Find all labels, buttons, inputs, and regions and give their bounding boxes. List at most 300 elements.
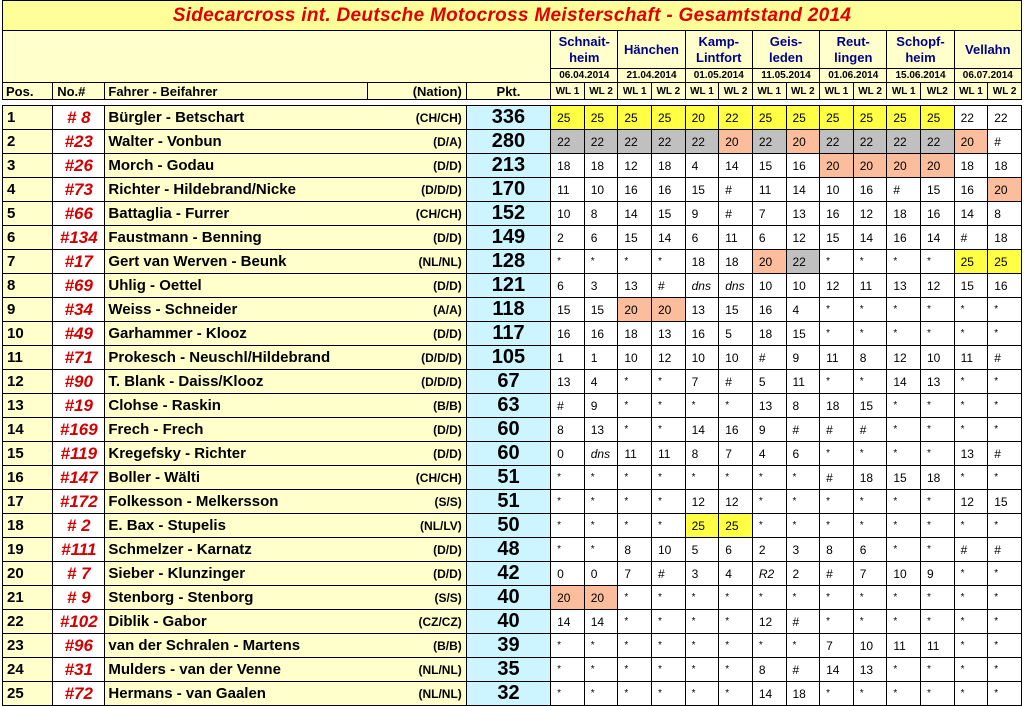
heat-score: * bbox=[551, 490, 585, 514]
start-number: #102 bbox=[53, 610, 105, 634]
heat-score: * bbox=[820, 610, 854, 634]
heat-header: WL 1 bbox=[887, 83, 921, 100]
table-row bbox=[3, 370, 1022, 394]
table-row bbox=[3, 394, 1022, 418]
heat-score: 11 bbox=[853, 274, 887, 298]
driver-names: Folkesson - Melkersson bbox=[108, 493, 279, 510]
heat-score: 8 bbox=[685, 442, 719, 466]
heat-score: 8 bbox=[786, 394, 820, 418]
heat-score: 6 bbox=[685, 226, 719, 250]
heat-header: WL 2 bbox=[652, 83, 686, 100]
table-row bbox=[3, 466, 1022, 490]
position-cell: 20 bbox=[3, 562, 53, 586]
heat-score: 8 bbox=[853, 346, 887, 370]
heat-score: 20 bbox=[652, 298, 686, 322]
points-total: 60 bbox=[466, 418, 550, 442]
heat-score: 18 bbox=[618, 322, 652, 346]
nation-label: (NL/NL) bbox=[418, 255, 462, 269]
heat-score: * bbox=[820, 250, 854, 274]
venue-date: 06.04.2014 bbox=[551, 69, 618, 83]
heat-score: 22 bbox=[752, 130, 786, 154]
heat-score: * bbox=[921, 586, 955, 610]
start-number: #26 bbox=[53, 154, 105, 178]
start-number: # 7 bbox=[53, 562, 105, 586]
start-number: #72 bbox=[53, 682, 105, 706]
heat-score: 12 bbox=[820, 274, 854, 298]
venue-name: Schnait-heim bbox=[551, 31, 618, 69]
heat-score: 22 bbox=[719, 106, 753, 130]
heat-score: 18 bbox=[752, 322, 786, 346]
table-row bbox=[3, 418, 1022, 442]
nation-label: (D/D/D) bbox=[421, 183, 462, 197]
heat-score: 16 bbox=[887, 226, 921, 250]
position-cell: 2 bbox=[3, 130, 53, 154]
heat-score: 10 bbox=[618, 346, 652, 370]
heat-score: * bbox=[685, 610, 719, 634]
driver-cell bbox=[105, 442, 466, 466]
heat-score: * bbox=[921, 490, 955, 514]
heat-score: 11 bbox=[652, 442, 686, 466]
heat-score: # bbox=[786, 658, 820, 682]
heat-score: dns bbox=[719, 274, 753, 298]
start-number: #90 bbox=[53, 370, 105, 394]
heat-score: * bbox=[988, 682, 1022, 706]
start-number: # 9 bbox=[53, 586, 105, 610]
nation-label: (NL/LV) bbox=[420, 519, 462, 533]
venue-date: 11.05.2014 bbox=[752, 69, 819, 83]
heat-score: 15 bbox=[921, 178, 955, 202]
driver-names: Hermans - van Gaalen bbox=[108, 685, 266, 702]
heat-score: 18 bbox=[988, 226, 1022, 250]
nation-label: (D/D) bbox=[433, 543, 462, 557]
heat-score: 18 bbox=[652, 154, 686, 178]
heat-score: dns bbox=[584, 442, 618, 466]
heat-score: 12 bbox=[921, 274, 955, 298]
position-cell: 1 bbox=[3, 106, 53, 130]
start-number: #172 bbox=[53, 490, 105, 514]
heat-score: * bbox=[921, 322, 955, 346]
heat-score: 7 bbox=[853, 562, 887, 586]
heat-score: 25 bbox=[887, 106, 921, 130]
heat-score: 18 bbox=[551, 154, 585, 178]
heat-score: * bbox=[887, 322, 921, 346]
nation-label: (S/S) bbox=[434, 495, 462, 509]
table-row bbox=[3, 298, 1022, 322]
heat-score: * bbox=[618, 634, 652, 658]
heat-score: 25 bbox=[652, 106, 686, 130]
table-row bbox=[3, 250, 1022, 274]
heat-score: * bbox=[954, 658, 988, 682]
heat-header: WL 2 bbox=[719, 83, 753, 100]
points-total: 280 bbox=[466, 130, 550, 154]
table-row bbox=[3, 130, 1022, 154]
driver-names: Weiss - Schneider bbox=[108, 301, 238, 318]
heat-score: * bbox=[887, 586, 921, 610]
heat-score: 16 bbox=[988, 274, 1022, 298]
heat-header: WL 2 bbox=[786, 83, 820, 100]
position-cell: 15 bbox=[3, 442, 53, 466]
heat-score: * bbox=[551, 658, 585, 682]
heat-score: 6 bbox=[584, 226, 618, 250]
heat-score: 13 bbox=[652, 322, 686, 346]
heat-score: 10 bbox=[853, 634, 887, 658]
heat-score: 22 bbox=[988, 106, 1022, 130]
driver-names: Walter - Vonbun bbox=[108, 133, 222, 150]
nation-label: (CZ/CZ) bbox=[418, 615, 462, 629]
heat-score: * bbox=[752, 466, 786, 490]
heat-score: * bbox=[584, 514, 618, 538]
heat-score: 20 bbox=[820, 154, 854, 178]
heat-score: 8 bbox=[584, 202, 618, 226]
heat-score: 2 bbox=[752, 538, 786, 562]
heat-score: 16 bbox=[820, 202, 854, 226]
heat-score: 15 bbox=[618, 226, 652, 250]
driver-names: Battaglia - Furrer bbox=[108, 205, 230, 222]
table-row bbox=[3, 202, 1022, 226]
heat-score: * bbox=[719, 466, 753, 490]
table-row bbox=[3, 346, 1022, 370]
heat-score: * bbox=[719, 586, 753, 610]
heat-score: * bbox=[954, 322, 988, 346]
heat-score: 18 bbox=[719, 250, 753, 274]
position-cell: 16 bbox=[3, 466, 53, 490]
position-cell: 10 bbox=[3, 322, 53, 346]
position-cell: 5 bbox=[3, 202, 53, 226]
heat-score: 14 bbox=[551, 610, 585, 634]
nation-label: (A/A) bbox=[433, 303, 462, 317]
heat-score: * bbox=[719, 682, 753, 706]
start-number: #66 bbox=[53, 202, 105, 226]
heat-score: 7 bbox=[752, 202, 786, 226]
heat-score: * bbox=[853, 610, 887, 634]
heat-header: WL 1 bbox=[551, 83, 585, 100]
heat-score: 5 bbox=[685, 538, 719, 562]
heat-score: * bbox=[988, 418, 1022, 442]
table-row bbox=[3, 274, 1022, 298]
heat-score: 22 bbox=[853, 130, 887, 154]
heat-score: 11 bbox=[618, 442, 652, 466]
table-row bbox=[3, 154, 1022, 178]
position-cell: 4 bbox=[3, 178, 53, 202]
heat-score: 15 bbox=[685, 178, 719, 202]
heat-score: 1 bbox=[551, 346, 585, 370]
table-row bbox=[3, 106, 1022, 130]
heat-score: 25 bbox=[584, 106, 618, 130]
driver-names: Morch - Godau bbox=[108, 157, 215, 174]
position-cell: 6 bbox=[3, 226, 53, 250]
heat-score: * bbox=[685, 466, 719, 490]
position-cell: 8 bbox=[3, 274, 53, 298]
heat-score: * bbox=[551, 538, 585, 562]
header-blank bbox=[3, 31, 551, 83]
start-number: #49 bbox=[53, 322, 105, 346]
heat-score: 22 bbox=[551, 130, 585, 154]
venue-name: Kamp-Lintfort bbox=[685, 31, 752, 69]
heat-score: # bbox=[820, 466, 854, 490]
heat-score: * bbox=[719, 658, 753, 682]
heat-score: 9 bbox=[685, 202, 719, 226]
heat-score: * bbox=[719, 610, 753, 634]
heat-score: 13 bbox=[685, 298, 719, 322]
heat-score: 16 bbox=[954, 178, 988, 202]
driver-names: Stenborg - Stenborg bbox=[108, 589, 254, 606]
heat-score: # bbox=[954, 538, 988, 562]
position-cell: 18 bbox=[3, 514, 53, 538]
position-cell: 13 bbox=[3, 394, 53, 418]
heat-score: * bbox=[652, 586, 686, 610]
heat-score: 25 bbox=[820, 106, 854, 130]
heat-score: 20 bbox=[853, 154, 887, 178]
heat-score: 22 bbox=[618, 130, 652, 154]
heat-score: * bbox=[921, 514, 955, 538]
heat-score: 2 bbox=[786, 562, 820, 586]
heat-score: 12 bbox=[954, 490, 988, 514]
heat-score: # bbox=[719, 370, 753, 394]
heat-score: * bbox=[887, 442, 921, 466]
heat-score: 9 bbox=[584, 394, 618, 418]
heat-score: 11 bbox=[752, 178, 786, 202]
points-total: 67 bbox=[466, 370, 550, 394]
heat-score: * bbox=[652, 610, 686, 634]
driver-names: Sieber - Klunzinger bbox=[108, 565, 246, 582]
driver-cell bbox=[105, 418, 466, 442]
driver-names: Schmelzer - Karnatz bbox=[108, 541, 252, 558]
points-total: 170 bbox=[466, 178, 550, 202]
heat-score: 4 bbox=[719, 562, 753, 586]
heat-score: * bbox=[988, 298, 1022, 322]
driver-cell bbox=[105, 466, 466, 490]
nation-label: (D/D/D) bbox=[421, 375, 462, 389]
heat-score: 12 bbox=[887, 346, 921, 370]
heat-score: * bbox=[652, 514, 686, 538]
heat-score: * bbox=[921, 682, 955, 706]
table-row bbox=[3, 442, 1022, 466]
heat-score: * bbox=[820, 682, 854, 706]
heat-score: 20 bbox=[719, 130, 753, 154]
heat-score: * bbox=[853, 490, 887, 514]
nation-label: (D/D) bbox=[433, 231, 462, 245]
heat-score: 14 bbox=[954, 202, 988, 226]
position-cell: 22 bbox=[3, 610, 53, 634]
driver-cell bbox=[105, 346, 466, 370]
heat-score: * bbox=[618, 682, 652, 706]
heat-score: 22 bbox=[652, 130, 686, 154]
heat-score: * bbox=[652, 682, 686, 706]
position-cell: 21 bbox=[3, 586, 53, 610]
heat-score: 10 bbox=[584, 178, 618, 202]
driver-cell bbox=[105, 370, 466, 394]
heat-score: * bbox=[988, 514, 1022, 538]
heat-score: 15 bbox=[954, 274, 988, 298]
start-number: #73 bbox=[53, 178, 105, 202]
heat-score: 25 bbox=[921, 106, 955, 130]
pos-header: Pos. bbox=[3, 83, 53, 100]
heat-score: 12 bbox=[786, 226, 820, 250]
table-row bbox=[3, 490, 1022, 514]
heat-score: * bbox=[786, 634, 820, 658]
heat-header: WL 2 bbox=[584, 83, 618, 100]
number-header: No.# bbox=[53, 83, 105, 100]
table-row bbox=[3, 538, 1022, 562]
heat-score: 7 bbox=[618, 562, 652, 586]
position-cell: 23 bbox=[3, 634, 53, 658]
heat-score: 25 bbox=[853, 106, 887, 130]
position-cell: 3 bbox=[3, 154, 53, 178]
heat-score: 15 bbox=[652, 202, 686, 226]
heat-score: 25 bbox=[551, 106, 585, 130]
points-total: 32 bbox=[466, 682, 550, 706]
venue-date: 21.04.2014 bbox=[618, 69, 685, 83]
table-row bbox=[3, 322, 1022, 346]
position-cell: 7 bbox=[3, 250, 53, 274]
heat-score: * bbox=[618, 514, 652, 538]
start-number: #96 bbox=[53, 634, 105, 658]
heat-score: 4 bbox=[685, 154, 719, 178]
heat-score: 14 bbox=[652, 226, 686, 250]
heat-score: 16 bbox=[618, 178, 652, 202]
heat-score: * bbox=[820, 514, 854, 538]
heat-score: * bbox=[618, 370, 652, 394]
heat-score: 18 bbox=[685, 250, 719, 274]
points-total: 121 bbox=[466, 274, 550, 298]
nation-label: (D/D) bbox=[433, 447, 462, 461]
heat-score: 25 bbox=[752, 106, 786, 130]
heat-header: WL 1 bbox=[820, 83, 854, 100]
heat-score: * bbox=[719, 394, 753, 418]
heat-score: 8 bbox=[618, 538, 652, 562]
position-cell: 14 bbox=[3, 418, 53, 442]
heat-score: * bbox=[786, 586, 820, 610]
heat-score: 15 bbox=[719, 298, 753, 322]
heat-score: 14 bbox=[685, 418, 719, 442]
heat-score: * bbox=[685, 658, 719, 682]
nation-label: (D/D) bbox=[433, 423, 462, 437]
points-total: 149 bbox=[466, 226, 550, 250]
page-title: Sidecarcross int. Deutsche Motocross Meisterschaft - Gesamtstand 2014 bbox=[3, 1, 1022, 31]
heat-score: 15 bbox=[887, 466, 921, 490]
points-total: 51 bbox=[466, 466, 550, 490]
driver-cell bbox=[105, 514, 466, 538]
heat-score: 10 bbox=[786, 274, 820, 298]
heat-score: # bbox=[887, 178, 921, 202]
heat-score: # bbox=[988, 538, 1022, 562]
nation-label: (D/A) bbox=[433, 135, 462, 149]
heat-score: * bbox=[921, 442, 955, 466]
heat-score: * bbox=[887, 418, 921, 442]
heat-score: 20 bbox=[752, 250, 786, 274]
heat-score: * bbox=[954, 634, 988, 658]
heat-score: * bbox=[820, 322, 854, 346]
heat-score: 6 bbox=[752, 226, 786, 250]
heat-score: * bbox=[988, 562, 1022, 586]
heat-score: 11 bbox=[786, 370, 820, 394]
heat-score: 10 bbox=[887, 562, 921, 586]
heat-header: WL 1 bbox=[618, 83, 652, 100]
heat-score: 14 bbox=[820, 658, 854, 682]
driver-names: Bürgler - Betschart bbox=[108, 109, 245, 126]
heat-score: 13 bbox=[618, 274, 652, 298]
heat-score: 15 bbox=[820, 226, 854, 250]
points-total: 213 bbox=[466, 154, 550, 178]
points-total: 48 bbox=[466, 538, 550, 562]
heat-score: * bbox=[853, 370, 887, 394]
heat-score: * bbox=[887, 490, 921, 514]
heat-score: 13 bbox=[921, 370, 955, 394]
heat-score: 25 bbox=[685, 514, 719, 538]
heat-score: * bbox=[954, 682, 988, 706]
heat-score: * bbox=[954, 394, 988, 418]
driver-names: Kregefsky - Richter bbox=[108, 445, 246, 462]
driver-cell bbox=[105, 538, 466, 562]
heat-score: * bbox=[853, 322, 887, 346]
heat-score: * bbox=[584, 538, 618, 562]
nation-label: (B/B) bbox=[433, 399, 462, 413]
heat-score: * bbox=[551, 250, 585, 274]
heat-score: 22 bbox=[685, 130, 719, 154]
heat-score: 22 bbox=[584, 130, 618, 154]
heat-score: 0 bbox=[551, 442, 585, 466]
nation-label: (D/D) bbox=[433, 327, 462, 341]
heat-score: * bbox=[921, 538, 955, 562]
driver-names: Clohse - Raskin bbox=[108, 397, 221, 414]
start-number: #119 bbox=[53, 442, 105, 466]
heat-score: 20 bbox=[584, 586, 618, 610]
heat-score: 20 bbox=[954, 130, 988, 154]
driver-names: Diblik - Gabor bbox=[108, 613, 207, 630]
heat-score: * bbox=[921, 298, 955, 322]
position-cell: 12 bbox=[3, 370, 53, 394]
heat-score: # bbox=[820, 418, 854, 442]
heat-score: 14 bbox=[584, 610, 618, 634]
points-total: 42 bbox=[466, 562, 550, 586]
heat-score: 9 bbox=[921, 562, 955, 586]
heat-score: 10 bbox=[752, 274, 786, 298]
start-number: #19 bbox=[53, 394, 105, 418]
heat-score: # bbox=[786, 610, 820, 634]
heat-score: 12 bbox=[652, 346, 686, 370]
heat-score: 11 bbox=[551, 178, 585, 202]
heat-score: 12 bbox=[618, 154, 652, 178]
driver-names: Mulders - van der Venne bbox=[108, 661, 281, 678]
driver-names: Garhammer - Klooz bbox=[108, 325, 247, 342]
heat-score: * bbox=[887, 394, 921, 418]
heat-score: * bbox=[652, 658, 686, 682]
heat-score: 16 bbox=[584, 322, 618, 346]
heat-score: 10 bbox=[719, 346, 753, 370]
heat-score: * bbox=[954, 562, 988, 586]
position-cell: 11 bbox=[3, 346, 53, 370]
heat-score: * bbox=[988, 466, 1022, 490]
heat-score: 22 bbox=[786, 250, 820, 274]
heat-score: * bbox=[685, 682, 719, 706]
driver-cell bbox=[105, 178, 466, 202]
heat-score: 18 bbox=[853, 466, 887, 490]
driver-names: van der Schralen - Martens bbox=[108, 637, 301, 654]
heat-score: 13 bbox=[752, 394, 786, 418]
heat-score: 13 bbox=[584, 418, 618, 442]
heat-header: WL2 bbox=[921, 83, 955, 100]
heat-score: 20 bbox=[988, 178, 1022, 202]
points-total: 40 bbox=[466, 586, 550, 610]
heat-score: 13 bbox=[853, 658, 887, 682]
heat-score: 6 bbox=[551, 274, 585, 298]
heat-score: 12 bbox=[752, 610, 786, 634]
heat-score: 15 bbox=[853, 394, 887, 418]
position-cell: 25 bbox=[3, 682, 53, 706]
start-number: # 2 bbox=[53, 514, 105, 538]
heat-score: 13 bbox=[786, 202, 820, 226]
heat-score: * bbox=[988, 322, 1022, 346]
